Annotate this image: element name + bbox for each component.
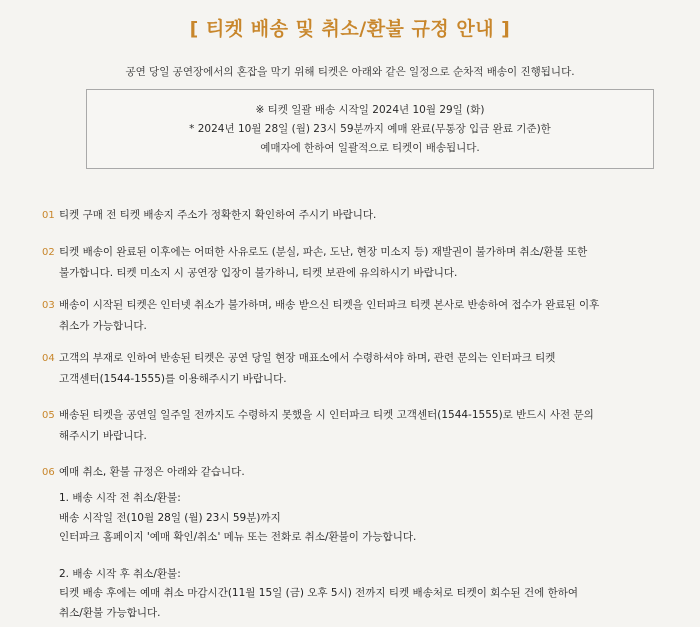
policy-item-01 (42, 205, 662, 226)
refund-after-line-2: 취소/환불 가능합니다. (59, 606, 161, 619)
item-line: 해주시기 바랍니다. (59, 430, 147, 442)
item-line: 배송이 시작된 티켓은 인터넷 취소가 불가하며, 배송 받으신 티켓을 인터파크 티켓 본사로 반송하여 접수가 완료된 이후 (59, 299, 600, 311)
item-number: 03 (42, 300, 55, 311)
item-line: 예매 취소, 환불 규정은 아래와 같습니다. (59, 466, 245, 478)
refund-after-line-1: 티켓 배송 후에는 예매 취소 마감시간(11월 15일 (금) 오후 5시) 전까지 티켓 배송처로 티켓이 회수된 건에 한하여 (59, 587, 579, 599)
item-line: 배송된 티켓을 공연일 일주일 전까지도 수령하지 못했을 시 인터파크 티켓 고객센터(1544-1555)로 반드시 사전 문의 (59, 409, 594, 421)
item-number: 01 (42, 210, 55, 221)
notice-line-1: ※ 티켓 일괄 배송 시작일 2024년 10월 29일 (화) (255, 104, 485, 116)
policy-item-02 (42, 242, 662, 284)
item-line: 취소가 가능합니다. (59, 320, 147, 332)
item-line: 불가합니다. 티켓 미소지 시 공연장 입장이 불가하니, 티켓 보관에 유의하시기 바랍니다. (59, 267, 458, 279)
page-title: [ 티켓 배송 및 취소/환불 규정 안내 ] (189, 18, 511, 40)
item-line: 티켓 배송이 완료된 이후에는 어떠한 사유로도 (분실, 파손, 도난, 현장 미소지 등) 재발권이 불가하며 취소/환불 또한 (59, 246, 588, 258)
policy-item-03 (42, 295, 662, 337)
policy-item-05 (42, 405, 662, 447)
notice-line-2: * 2024년 10월 28일 (월) 23시 59분까지 예매 완료(무통장 입금 완료 기준)한 (189, 123, 551, 135)
item-number: 06 (42, 467, 55, 478)
item-number: 05 (42, 410, 55, 421)
policy-item-04 (42, 348, 662, 390)
item-line: 고객센터(1544-1555)를 이용해주시기 바랍니다. (59, 373, 287, 385)
intro-text: 공연 당일 공연장에서의 혼잡을 막기 위해 티켓은 아래와 같은 일정으로 순차적 배송이 진행됩니다. (125, 66, 575, 78)
notice-box (86, 89, 654, 169)
item-line: 티켓 구매 전 티켓 배송지 주소가 정확한지 확인하여 주시기 바랍니다. (59, 209, 377, 221)
refund-before-heading: 1. 배송 시작 전 취소/환불: (59, 492, 181, 504)
refund-after-heading: 2. 배송 시작 후 취소/환불: (59, 567, 181, 580)
policy-item-06 (42, 462, 662, 623)
refund-before-line-1: 배송 시작일 전(10월 28일 (월) 23시 59분)까지 (59, 511, 281, 524)
item-number: 04 (42, 353, 55, 364)
item-number: 02 (42, 247, 55, 258)
refund-rules (59, 489, 662, 623)
item-line: 고객의 부재로 인하여 반송된 티켓은 공연 당일 현장 매표소에서 수령하셔야 하며, 관련 문의는 인터파크 티켓 (59, 352, 556, 364)
notice-line-3: 예매자에 한하여 일괄적으로 티켓이 배송됩니다. (260, 142, 480, 154)
refund-before-line-2: 인터파크 홈페이지 '예매 확인/취소' 메뉴 또는 전화로 취소/환불이 가능합니다. (59, 531, 417, 543)
